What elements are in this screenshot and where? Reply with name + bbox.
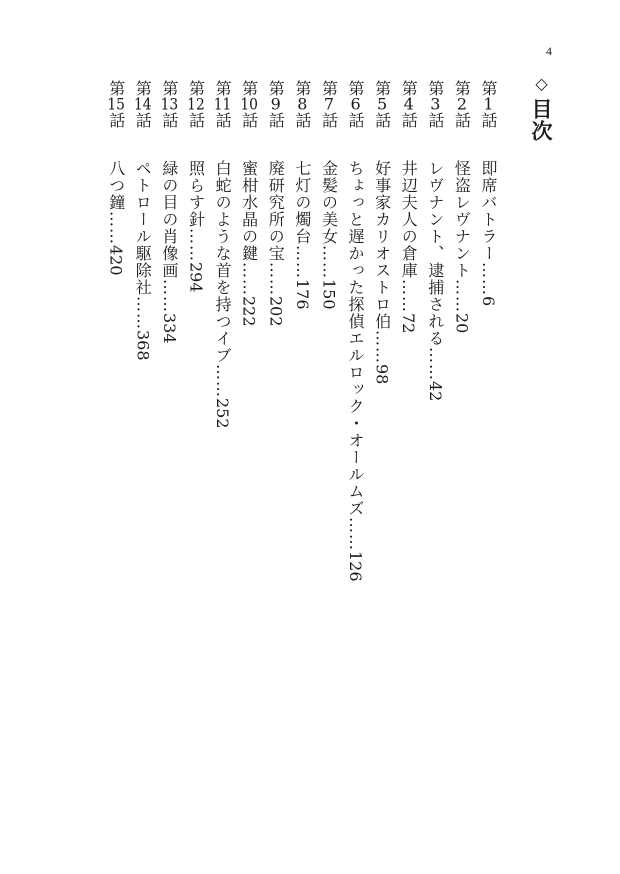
page-number: 4 xyxy=(546,44,552,58)
chapter-title-group xyxy=(421,160,448,401)
chapter-number: 5 xyxy=(377,96,388,112)
chapter-page-number: 176 xyxy=(292,279,312,310)
chapter-title-group xyxy=(129,160,156,361)
toc-entry[interactable] xyxy=(235,80,262,800)
toc-heading-title: 目次 xyxy=(529,98,553,142)
chapter-label xyxy=(368,80,395,150)
chapter-prefix: 第 xyxy=(213,80,233,96)
chapter-title: ペトロール駆除社 xyxy=(133,160,153,296)
chapter-suffix: 話 xyxy=(399,112,419,128)
toc-entry[interactable] xyxy=(474,80,501,800)
chapter-title-group xyxy=(288,160,315,310)
chapter-title-group xyxy=(448,160,475,333)
diamond-icon: ◇ xyxy=(532,74,551,94)
chapter-number: 6 xyxy=(350,96,361,112)
chapter-number: 1 xyxy=(483,96,494,112)
chapter-number: 15 xyxy=(107,96,125,112)
chapter-title-group xyxy=(262,160,289,327)
chapter-page-number: 420 xyxy=(106,245,126,276)
chapter-title: 八つ鐘 xyxy=(106,160,126,211)
chapter-title: 怪盗レヴナント xyxy=(452,160,472,279)
toc-entry[interactable] xyxy=(421,80,448,800)
dot-leader: …… xyxy=(266,262,286,296)
chapter-title-group xyxy=(341,160,368,582)
chapter-title-group xyxy=(102,160,129,276)
chapter-prefix: 第 xyxy=(479,80,498,96)
chapter-label xyxy=(102,80,129,150)
chapter-prefix: 第 xyxy=(239,80,259,96)
chapter-title: 即席バトラー xyxy=(479,160,498,262)
chapter-label xyxy=(235,80,262,150)
chapter-page-number: 334 xyxy=(159,313,179,344)
dot-leader: …… xyxy=(159,279,179,313)
chapter-suffix: 話 xyxy=(425,112,445,128)
chapter-page-number: 72 xyxy=(399,313,419,334)
chapter-number: 9 xyxy=(270,96,281,112)
chapter-title-group xyxy=(315,160,342,310)
chapter-title: 七灯の燭台 xyxy=(292,160,312,245)
chapter-page-number: 6 xyxy=(479,296,498,307)
toc-entry[interactable] xyxy=(395,80,422,800)
dot-leader: …… xyxy=(213,364,233,398)
chapter-label xyxy=(155,80,182,150)
chapter-suffix: 話 xyxy=(346,112,366,128)
toc-entry[interactable] xyxy=(208,80,235,800)
dot-leader: …… xyxy=(186,228,206,262)
chapter-title-group xyxy=(395,160,422,333)
chapter-page-number: 294 xyxy=(186,262,206,293)
toc-entry[interactable] xyxy=(315,80,342,800)
chapter-prefix: 第 xyxy=(292,80,312,96)
toc-list xyxy=(102,80,501,800)
toc-entry[interactable] xyxy=(341,80,368,800)
chapter-suffix: 話 xyxy=(319,112,339,128)
chapter-suffix: 話 xyxy=(239,112,259,128)
chapter-title: 金髪の美女 xyxy=(319,160,339,245)
toc-entry[interactable] xyxy=(155,80,182,800)
chapter-title: 井辺夫人の倉庫 xyxy=(399,160,419,279)
dot-leader: …… xyxy=(319,245,339,279)
chapter-label xyxy=(208,80,235,150)
toc-entry[interactable] xyxy=(262,80,289,800)
toc-entry[interactable] xyxy=(288,80,315,800)
chapter-title: 照らす針 xyxy=(186,160,206,228)
chapter-number: 10 xyxy=(240,96,258,112)
chapter-title: レヴナント、逮捕される xyxy=(425,160,445,347)
toc-entry[interactable] xyxy=(182,80,209,800)
dot-leader: …… xyxy=(239,262,259,296)
chapter-title: 好事家カリオストロ伯 xyxy=(372,160,392,330)
chapter-number: 2 xyxy=(456,96,467,112)
chapter-label xyxy=(474,80,501,150)
chapter-suffix: 話 xyxy=(452,112,472,128)
toc-heading xyxy=(528,74,554,142)
chapter-number: 7 xyxy=(323,96,335,112)
dot-leader: …… xyxy=(372,330,392,364)
chapter-prefix: 第 xyxy=(319,80,339,96)
chapter-page-number: 42 xyxy=(425,381,445,402)
toc-entry[interactable] xyxy=(102,80,129,800)
toc-entry[interactable] xyxy=(448,80,475,800)
chapter-label xyxy=(262,80,289,150)
dot-leader: …… xyxy=(399,279,419,313)
chapter-suffix: 話 xyxy=(106,112,126,128)
chapter-label xyxy=(315,80,342,150)
chapter-page-number: 98 xyxy=(372,364,392,385)
chapter-label xyxy=(395,80,422,150)
chapter-prefix: 第 xyxy=(266,80,286,96)
chapter-title-group xyxy=(155,160,182,344)
chapter-label xyxy=(448,80,475,150)
chapter-page-number: 222 xyxy=(239,296,259,327)
chapter-suffix: 話 xyxy=(292,112,312,128)
chapter-suffix: 話 xyxy=(213,112,233,128)
chapter-prefix: 第 xyxy=(425,80,445,96)
toc-entry[interactable] xyxy=(368,80,395,800)
chapter-page-number: 150 xyxy=(319,279,339,310)
chapter-page-number: 202 xyxy=(266,296,286,327)
chapter-page-number: 20 xyxy=(452,313,472,334)
chapter-number: 4 xyxy=(403,96,414,112)
chapter-title: 蜜柑水晶の鍵 xyxy=(239,160,259,262)
chapter-page-number: 126 xyxy=(346,551,366,582)
chapter-prefix: 第 xyxy=(399,80,419,96)
chapter-title: 廃研究所の宝 xyxy=(266,160,286,262)
chapter-prefix: 第 xyxy=(106,80,126,96)
chapter-label xyxy=(288,80,315,150)
chapter-title-group xyxy=(208,160,235,429)
chapter-title-group xyxy=(235,160,262,327)
dot-leader: …… xyxy=(292,245,312,279)
chapter-label xyxy=(129,80,156,150)
dot-leader: …… xyxy=(425,347,445,381)
chapter-prefix: 第 xyxy=(452,80,472,96)
chapter-prefix: 第 xyxy=(133,80,153,96)
chapter-suffix: 話 xyxy=(159,112,179,128)
dot-leader: …… xyxy=(106,211,126,245)
dot-leader: …… xyxy=(452,279,472,313)
chapter-page-number: 368 xyxy=(133,330,153,361)
chapter-number: 3 xyxy=(430,96,441,112)
chapter-title: 緑の目の肖像画 xyxy=(159,160,179,279)
chapter-number: 12 xyxy=(187,96,205,112)
chapter-title-group xyxy=(182,160,209,293)
chapter-title-group xyxy=(474,160,501,306)
toc-entry[interactable] xyxy=(129,80,156,800)
chapter-prefix: 第 xyxy=(159,80,179,96)
dot-leader: …… xyxy=(133,296,153,330)
chapter-label xyxy=(182,80,209,150)
chapter-label xyxy=(421,80,448,150)
chapter-label xyxy=(341,80,368,150)
chapter-suffix: 話 xyxy=(266,112,286,128)
chapter-page-number: 252 xyxy=(213,398,233,429)
dot-leader: …… xyxy=(346,517,366,551)
chapter-number: 13 xyxy=(160,96,179,112)
chapter-title: 白蛇のような首を持つイブ xyxy=(213,160,233,364)
chapter-number: 14 xyxy=(133,96,152,112)
chapter-suffix: 話 xyxy=(133,112,153,128)
chapter-number: 8 xyxy=(297,96,308,112)
chapter-title-group xyxy=(368,160,395,384)
chapter-prefix: 第 xyxy=(372,80,392,96)
chapter-suffix: 話 xyxy=(479,112,498,128)
chapter-suffix: 話 xyxy=(186,112,206,128)
chapter-prefix: 第 xyxy=(186,80,206,96)
dot-leader: …… xyxy=(479,262,498,296)
chapter-title: ちょっと遅かった探偵エルロック・オールムズ xyxy=(346,160,366,517)
chapter-suffix: 話 xyxy=(372,112,392,128)
chapter-number: 11 xyxy=(213,96,232,112)
chapter-prefix: 第 xyxy=(346,80,366,96)
